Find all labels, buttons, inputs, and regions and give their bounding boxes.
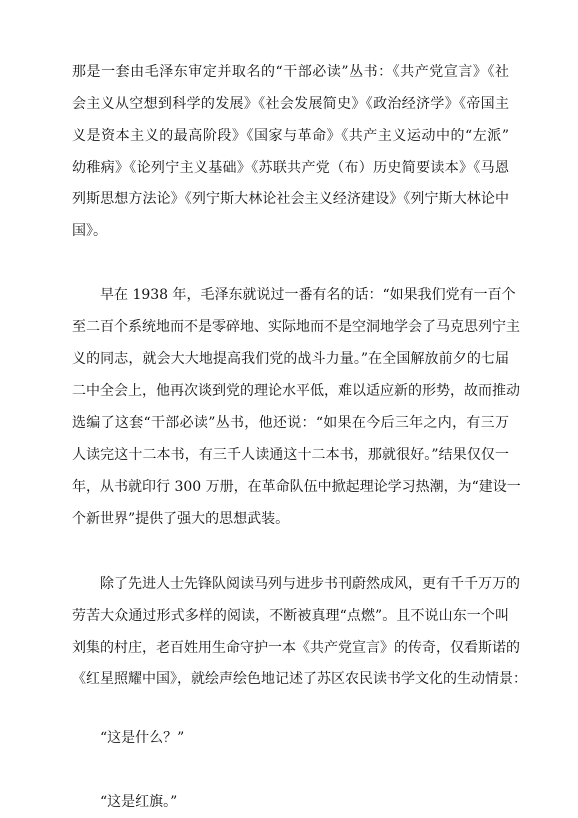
text-line: 人读完这十二本书，有三千人读通这十二本书，那就很好。”结果仅仅一	[72, 447, 509, 463]
text-line: 列斯思想方法论》《列宁斯大林论社会主义经济建设》《列宁斯大林论中	[72, 191, 509, 207]
text-line: 幼稚病》《论列宁主义基础》《苏联共产党（布）历史简要读本》《马恩	[72, 160, 509, 176]
text-line: 刘集的村庄，老百姓用生命守护一本《共产党宣言》的传奇，仅看斯诺的	[72, 640, 520, 656]
text-line: 选编了这套“干部必读”丛书，他还说：“如果在今后三年之内，有三万	[72, 415, 509, 431]
text-line: 个新世界”提供了强大的思想武装。	[72, 511, 290, 527]
text-line: 那是一套由毛泽东审定并取名的“干部必读”丛书：《共产党宣言》《社	[72, 64, 509, 80]
text-line: 劳苦大众通过形式多样的阅读，不断被真理“点燃”。且不说山东一个叫	[72, 608, 509, 624]
text-line: 义的同志，就会大大地提高我们党的战斗力量。”在全国解放前夕的七届	[72, 351, 509, 367]
text-line: 年，从书就印行 300 万册，在革命队伍中掀起理论学习热潮，为“建设一	[72, 479, 521, 495]
text-line: 义是资本主义的最高阶段》《国家与革命》《共产主义运动中的“左派”	[72, 128, 509, 144]
text-line: 国》。	[72, 223, 107, 239]
text-line: 会主义从空想到科学的发展》《社会发展简史》《政治经济学》《帝国主	[72, 96, 509, 112]
dialogue-line-2: “这是红旗。”	[100, 794, 178, 810]
dialogue-line-1: “这是什么？”	[100, 730, 185, 746]
text-line: 早在 1938 年，毛泽东就说过一番有名的话：“如果我们党有一百个	[100, 287, 516, 303]
text-line: 至二百个系统地而不是零碎地、实际地而不是空洞地学会了马克思列宁主	[72, 319, 520, 335]
text-line: 《红星照耀中国》，就绘声绘色地记述了苏区农民读书学文化的生动情景：	[72, 671, 527, 687]
text-line: 除了先进人士先锋队阅读马列与进步书刊蔚然成风，更有千千万万的	[100, 576, 520, 592]
text-line: 二中全会上，他再次谈到党的理论水平低，难以适应新的形势，故而推动	[72, 383, 520, 399]
